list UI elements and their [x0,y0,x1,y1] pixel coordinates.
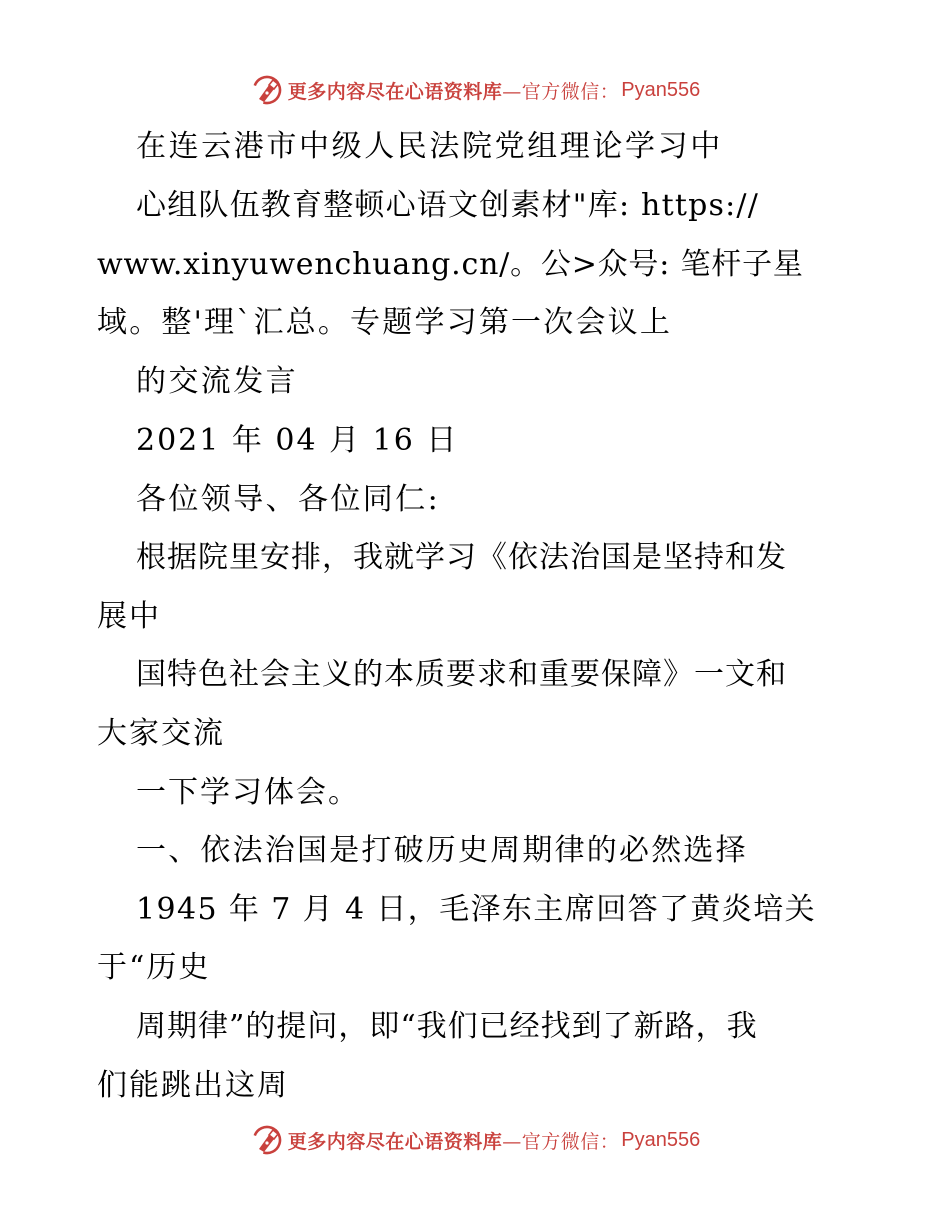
watermark-banner-top [0,70,950,110]
watermark-handle: Pyan556 [621,78,701,101]
watermark-sub-text: —官方微信： [502,80,620,103]
paragraph-line: 国特色社会主义的本质要求和重要保障》一文和 [136,657,787,692]
title-line: 在连云港市中级人民法院党组理论学习中 [136,129,723,164]
paragraph-line: 们能跳出这周 [97,1068,289,1103]
section-heading: 一、依法治国是打破历史周期律的必然选择 [136,833,748,868]
paragraph-line: 大家交流 [97,716,225,751]
watermark-main-text: 更多内容尽在心语资料库 [287,1130,503,1153]
watermark-sub-text: —官方微信： [502,1130,620,1153]
greeting: 各位领导、各位同仁: [136,482,441,517]
pen-nib-logo-icon [250,1123,284,1157]
title-line: www.xinyuwenchuang.cn/。公>众号: 笔杆子星 [97,247,804,282]
paragraph-line: 根据院里安排，我就学习《依法治国是坚持和发 [136,540,787,575]
speech-date: 2021 年 04 月 16 日 [136,423,459,458]
watermark-banner-bottom [0,1120,950,1160]
paragraph-line: 于“历史 [97,950,211,985]
title-line: 域。整'理`汇总。专题学习第一次会议上 [97,305,673,340]
title-line: 心组队伍教育整顿心语文创素材"库: https:// [136,188,759,223]
paragraph-line: 周期律”的提问，即“我们已经找到了新路，我 [136,1009,758,1044]
pen-nib-logo-icon [250,73,284,107]
watermark-main-text: 更多内容尽在心语资料库 [287,80,503,103]
paragraph-line: 展中 [97,599,161,634]
paragraph-line: 一下学习体会。 [136,775,360,810]
paragraph-line: 1945 年 7 月 4 日，毛泽东主席回答了黄炎培关 [136,892,817,927]
title-line: 的交流发言 [136,364,298,399]
watermark-handle: Pyan556 [621,1128,701,1151]
